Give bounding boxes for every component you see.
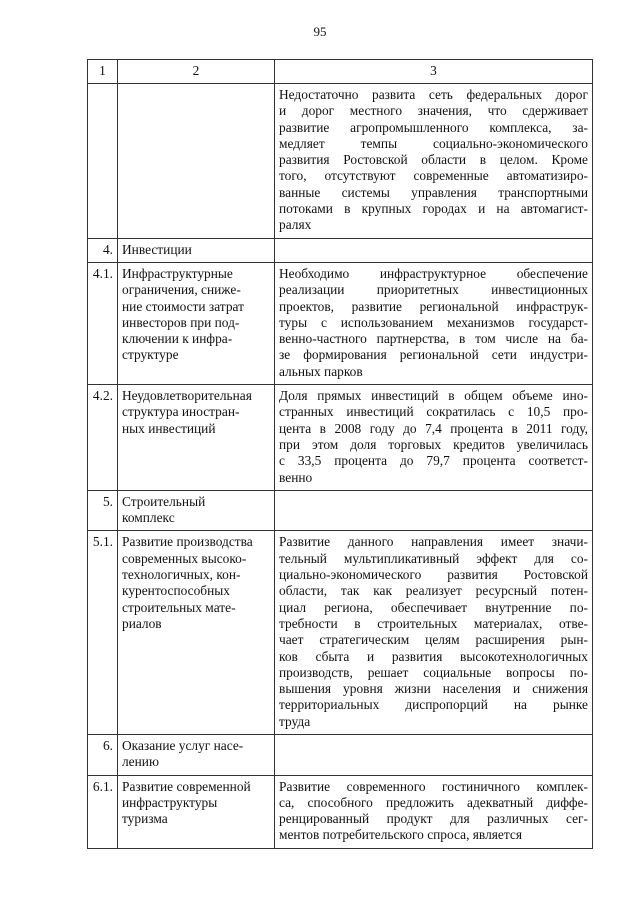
table-row: [88, 385, 593, 491]
description-line: реализации приоритетных инвестиционных: [279, 282, 588, 298]
description-line: вышения уровня жизни населения и снижения: [279, 681, 588, 697]
name-line: структура иностран-: [122, 404, 240, 420]
row-number: [88, 84, 118, 239]
column-header: 1: [88, 60, 118, 84]
description-line: циал региона, обеспечивает внутренние по-: [279, 599, 588, 615]
description-line: ралях: [279, 217, 312, 233]
description-line: Недостаточно развита сеть федеральных дорог: [279, 87, 588, 102]
name-line: Инвестиции: [122, 241, 192, 257]
table-row: [88, 262, 593, 384]
description-line: туры с использованием механизмов государст-: [279, 314, 588, 330]
description-line: развитие агропромышленного комплекса, за-: [279, 119, 588, 135]
name-line: ограничения, сниже-: [122, 282, 241, 298]
name-line: Строительный: [122, 493, 206, 509]
row-description: [275, 238, 593, 262]
description-line: производств, решает социальные вопросы по-: [279, 664, 588, 680]
description-line: странных инвестиций сократилась с 10,5 про-: [279, 404, 588, 420]
name-line: структуре: [122, 347, 179, 363]
table-row: [88, 84, 593, 239]
description-line: чает стратегическим целям расширения рын-: [279, 632, 588, 648]
name-line: туризма: [122, 811, 168, 827]
strategy-table: [87, 59, 593, 849]
name-line: Развитие производства: [122, 534, 253, 550]
name-line: современных высоко-: [122, 550, 247, 566]
description-line: с 33,5 процента до 79,7 процента соответст-: [279, 453, 588, 469]
description-line: территориальных диспропорций на рынке: [279, 697, 588, 713]
description-line: ванные системы управления транспортными: [279, 184, 588, 200]
row-description: [275, 385, 593, 491]
row-name: [118, 531, 275, 735]
row-name: [118, 734, 275, 775]
description-line: и дорог местного значения, что сдерживает: [279, 103, 588, 119]
column-header: 3: [275, 60, 593, 84]
row-description: [275, 531, 593, 735]
name-line: строительных мате-: [122, 599, 236, 615]
description-line: требности в строительных материалах, отве-: [279, 615, 588, 631]
description-line: ков сбыта и развития высокотехнологичных: [279, 648, 588, 664]
name-line: ние стоимости затрат: [122, 298, 244, 314]
row-description: [275, 84, 593, 239]
description-line: цента в 2008 году до 7,4 процента в 2011 году,: [279, 420, 588, 436]
row-description: [275, 490, 593, 531]
description-line: развития Ростовской области в целом. Кроме: [279, 152, 588, 168]
name-line: курентоспособных: [122, 583, 230, 599]
table-row: [88, 490, 593, 531]
name-line: лению: [122, 754, 159, 770]
description-line: зе формирования региональной сети индустри-: [279, 347, 588, 363]
name-line: Инфраструктурные: [122, 265, 233, 281]
table-row: [88, 734, 593, 775]
description-line: венно: [279, 469, 313, 485]
row-number: 4.: [88, 238, 118, 262]
table-row: [88, 531, 593, 735]
page-number: 95: [313, 24, 327, 39]
row-number: 4.2.: [88, 385, 118, 491]
name-line: риалов: [122, 615, 162, 631]
row-number: 6.1.: [88, 775, 118, 848]
table-header-row: [88, 60, 593, 84]
row-description: [275, 734, 593, 775]
description-line: Развитие современного гостиничного комплек-: [279, 778, 588, 794]
table-row: [88, 238, 593, 262]
description-line: са, способного предложить адекватный диффе-: [279, 794, 588, 810]
description-line: труда: [279, 713, 311, 729]
row-name: [118, 775, 275, 848]
name-line: комплекс: [122, 510, 175, 526]
description-line: медляет темпы социально-экономического: [279, 135, 588, 151]
name-line: Оказание услуг насе-: [122, 737, 244, 753]
description-line: того, отсутствуют современные автоматизиро-: [279, 168, 588, 184]
description-line: венно-частного партнерства, в том числе на ба-: [279, 331, 588, 347]
name-line: инвесторов при под-: [122, 314, 240, 330]
description-line: Развитие данного направления имеет значи-: [279, 534, 588, 550]
description-line: Доля прямых инвестиций в общем объеме ино-: [279, 388, 588, 404]
description-line: циально-экономического развития Ростовской: [279, 567, 588, 583]
row-name: [118, 238, 275, 262]
description-line: ментов потребительского спроса, является: [279, 827, 522, 843]
name-line: технологичных, кон-: [122, 567, 241, 583]
description-line: при этом доля торговых кредитов увеличилась: [279, 436, 588, 452]
column-header: 2: [118, 60, 275, 84]
row-name: [118, 84, 275, 239]
table-row: [88, 775, 593, 848]
name-line: Развитие современной: [122, 778, 251, 794]
description-line: потоками в крупных городах и на автомагист-: [279, 201, 588, 217]
name-line: инфраструктуры: [122, 794, 218, 810]
name-line: ключении к инфра-: [122, 331, 233, 347]
description-line: проектов, развитие региональной инфраструк-: [279, 298, 588, 314]
row-number: 5.1.: [88, 531, 118, 735]
row-name: [118, 262, 275, 384]
name-line: ных инвестиций: [122, 420, 216, 436]
row-number: 5.: [88, 490, 118, 531]
description-line: тельный мультипликативный эффект для со-: [279, 550, 588, 566]
row-number: 6.: [88, 734, 118, 775]
description-line: Необходимо инфраструктурное обеспечение: [279, 265, 588, 281]
row-description: [275, 775, 593, 848]
description-line: области, так как реализует ресурсный потен-: [279, 583, 588, 599]
row-name: [118, 385, 275, 491]
description-line: ренцированный продукт для различных сег-: [279, 811, 588, 827]
name-line: Неудовлетворительная: [122, 388, 252, 404]
row-number: 4.1.: [88, 262, 118, 384]
row-description: [275, 262, 593, 384]
description-line: альных парков: [279, 363, 363, 379]
row-name: [118, 490, 275, 531]
